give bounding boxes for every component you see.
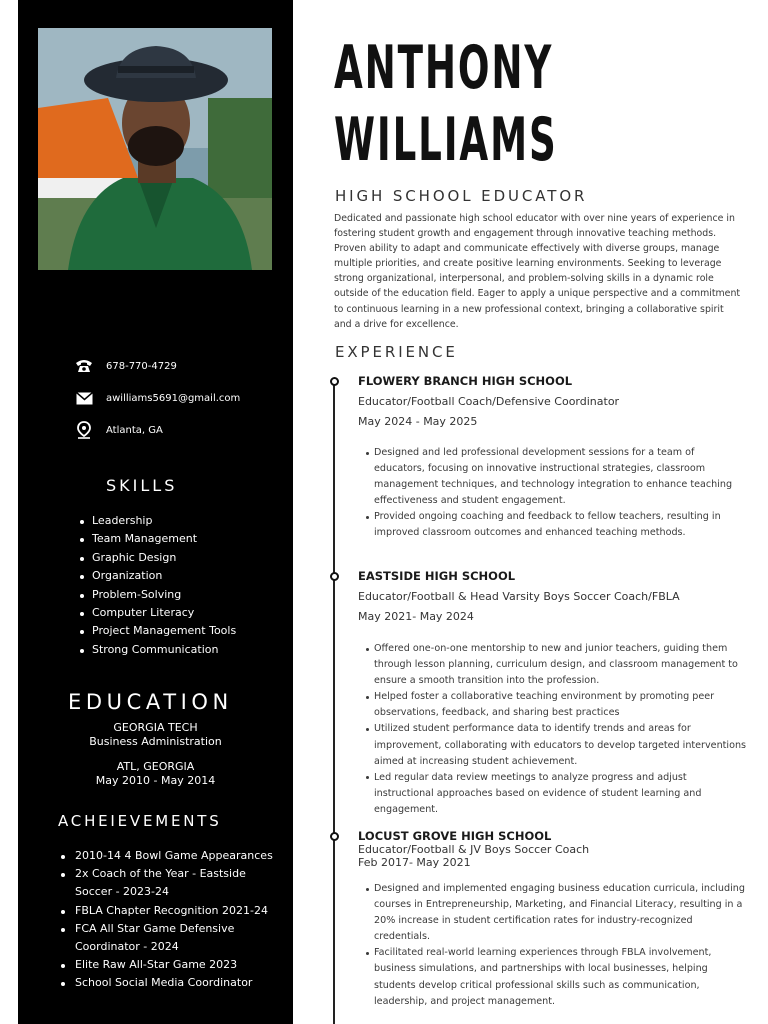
job-bullets — [366, 881, 748, 1010]
job-position: Educator/Football Coach/Defensive Coordinator — [358, 395, 620, 408]
phone-number[interactable]: 678-770-4729 — [106, 360, 177, 372]
skill-item: Strong Communication — [74, 641, 236, 659]
achievement-item: FBLA Chapter Recognition 2021-24 — [56, 902, 286, 920]
skill-item: Leadership — [74, 512, 236, 530]
experience-heading: EXPERIENCE — [335, 343, 458, 361]
email-address[interactable]: awilliams5691@gmail.com — [106, 392, 241, 404]
sidebar — [18, 0, 293, 1024]
profile-photo — [38, 28, 272, 270]
achievements-heading: ACHEIEVEMENTS — [58, 812, 222, 830]
timeline-dot — [330, 572, 339, 581]
skill-item: Computer Literacy — [74, 604, 236, 622]
job-position: Educator/Football & JV Boys Soccer Coach — [358, 843, 590, 856]
job-bullet: Utilized student performance data to identify trends and areas for improvement, collaborating with educators to develop targeted interventions aimed at increasing student achievement. — [366, 721, 748, 769]
job-bullets — [366, 641, 748, 818]
job-header — [358, 374, 753, 428]
job-position: Educator/Football & Head Varsity Boys Soccer Coach/FBLA — [358, 590, 680, 603]
skill-item: Problem-Solving — [74, 586, 236, 604]
job-header — [358, 569, 753, 623]
role-title: HIGH SCHOOL EDUCATOR — [335, 187, 588, 205]
job-bullet: Offered one-on-one mentorship to new and junior teachers, guiding them through lesson planning, curriculum design, and classroom management to ensure a smooth transition into the profession. — [366, 641, 748, 689]
job-bullets — [366, 445, 748, 542]
contact-phone — [74, 356, 177, 376]
job-bullet: Facilitated real-world learning experiences through FBLA involvement, business simulations, and partnerships with local businesses, helping students develop critical professional skills such as communication, leadership, and project management. — [366, 945, 748, 1009]
education-school: GEORGIA TECH — [113, 721, 198, 734]
skill-item: Team Management — [74, 530, 236, 548]
job-dates: Feb 2017- May 2021 — [358, 856, 471, 869]
job-company: EASTSIDE HIGH SCHOOL — [358, 569, 516, 583]
education-location-block — [18, 760, 293, 787]
achievement-item: 2x Coach of the Year - Eastside Soccer - 2023-24 — [56, 865, 286, 901]
skill-item: Project Management Tools — [74, 622, 236, 640]
achievement-item: FCA All Star Game Defensive Coordinator - 2024 — [56, 920, 286, 956]
skill-item: Graphic Design — [74, 549, 236, 567]
job-bullet: Led regular data review meetings to analyze progress and adjust instructional approaches based on evidence of student learning and engagement. — [366, 770, 748, 818]
achievement-item: 2010-14 4 Bowl Game Appearances — [56, 847, 286, 865]
job-bullet: Provided ongoing coaching and feedback to fellow teachers, resulting in improved classroom outcomes and enhanced teaching methods. — [366, 509, 748, 541]
education-degree: Business Administration — [89, 734, 222, 748]
profile-summary: Dedicated and passionate high school educator with over nine years of experience in fostering student growth and engagement through innovative teaching methods. Proven ability to adapt and communicate effectively with diverse groups, manage multiple priorities, and create positive learning environments. Seeking to leverage strong organizational, interpersonal, and problem-solving skills in a dynamic role outside of the education field. Eager to apply a unique perspective and a commitment to continuous learning in a new professional context, bringing a collaborative spirit and a drive for excellence. — [334, 213, 741, 330]
skills-list — [74, 512, 236, 659]
job-header — [358, 829, 753, 869]
last-name: WILLIAMS — [334, 105, 558, 175]
contact-location — [74, 420, 163, 440]
education-heading: EDUCATION — [68, 690, 233, 714]
achievement-item: School Social Media Coordinator — [56, 974, 286, 992]
location-text: Atlanta, GA — [106, 424, 163, 436]
achievements-list — [56, 847, 286, 993]
job-bullet: Designed and implemented engaging business education curricula, including courses in Entrepreneurship, Marketing, and Financial Literacy, resulting in a 20% increase in student certification rates for industry-recognized credentials. — [366, 881, 748, 945]
map-pin-icon — [74, 421, 94, 439]
first-name: ANTHONY — [334, 33, 554, 103]
phone-icon — [74, 357, 94, 375]
achievement-item: Elite Raw All-Star Game 2023 — [56, 956, 286, 974]
skill-item: Organization — [74, 567, 236, 585]
timeline-dot — [330, 832, 339, 841]
job-company: FLOWERY BRANCH HIGH SCHOOL — [358, 374, 573, 388]
education-dates: May 2010 - May 2014 — [95, 773, 216, 787]
job-company: LOCUST GROVE HIGH SCHOOL — [358, 829, 552, 843]
education-location: ATL, GEORGIA — [116, 760, 195, 773]
job-bullet: Helped foster a collaborative teaching environment by promoting peer observations, feedback, and sharing best practices — [366, 689, 748, 721]
job-bullet: Designed and led professional development sessions for a team of educators, focusing on innovative instructional strategies, classroom management techniques, and technology integration to enhance teaching effectiveness and student engagement. — [366, 445, 748, 509]
job-dates: May 2021- May 2024 — [358, 610, 474, 623]
envelope-icon — [74, 389, 94, 407]
timeline-dot — [330, 377, 339, 386]
contact-email — [74, 388, 240, 408]
education-school-block — [18, 721, 293, 748]
timeline-line — [333, 382, 335, 1024]
skills-heading: SKILLS — [106, 476, 178, 495]
job-dates: May 2024 - May 2025 — [358, 415, 478, 428]
